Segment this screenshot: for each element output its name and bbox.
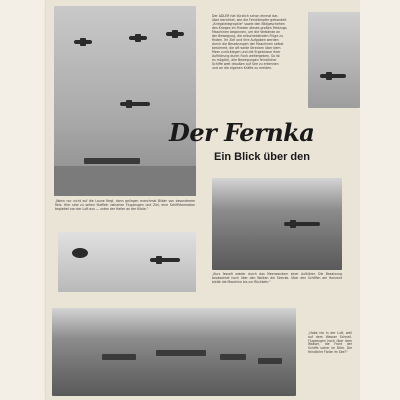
- ship-icon: [156, 350, 206, 356]
- plane-icon: [166, 32, 184, 36]
- photo-fleet: [52, 308, 296, 396]
- headline: Der Fernka: [169, 118, 315, 147]
- article-line: bestimmt, die oft weite Strecken über dem: [212, 46, 281, 50]
- caption-two: „Kurs fesselt wieder durch das Meerwandern einer Aufklärer. Die Besatzung beobachtet hoch über den Wolken die Strecke. Über den Schiffen am Horizont bleibt die Maschine bis zur Rückkehr.“: [212, 272, 342, 284]
- article-line: durch die Besatzungen der Maschinen selbst: [212, 42, 284, 46]
- photo-balloon-and-plane: [58, 232, 196, 292]
- article-line: des Krieges im Frieden dieses großen Feldzugs: [212, 26, 287, 30]
- ship-icon: [258, 358, 282, 364]
- article-line: Aufklärung durch Funk weitergeben. So ist: [212, 54, 280, 58]
- article-line: „Kriegstelegraphie“ sowie den Bildgeschehen: [212, 22, 285, 26]
- photo-plane-upper-right: [308, 12, 360, 108]
- plane-icon: [74, 40, 92, 44]
- caption-three: „Habe nie in der Luft, weil auf dem Wasser Schnell. Flugzeugen hoch über dem Wasser, die Front der Schiffe sicher im Blick. Die feindliche Flotte im See?“: [308, 331, 352, 354]
- article-line: Meer zurücklegen und die Ergebnisse ihrer: [212, 50, 281, 54]
- article-line: Maschinen begannen, um die Verbände an: [212, 30, 281, 34]
- magazine-page: [46, 0, 360, 400]
- balloon-icon: [72, 248, 88, 258]
- photo-plane-over-clouds: [212, 178, 342, 270]
- article-line: der Bewegung, die entscheidenden Flüge zu: [212, 34, 283, 38]
- ship-icon: [102, 354, 136, 360]
- ship-icon: [220, 354, 246, 360]
- ship-icon: [84, 158, 140, 164]
- page-margin: [360, 0, 400, 400]
- article-line: Der ADLER hat kürzlich schon einmal dar-: [212, 14, 279, 18]
- plane-icon: [129, 36, 147, 40]
- plane-icon: [284, 222, 320, 226]
- article-line: über berichtet, wie die Fernkämpfer gehandelt: [212, 18, 287, 22]
- subheadline: Ein Blick über den: [214, 151, 310, 163]
- caption-one: „Wenn nur nicht auf die Laune fiegt, dann gelingen manchmal Bilder von besonderem Reiz. Hier sind zu sehen Staffeln zwischen Flugzeugen und Ziel, eine Schiffsformation begleitet von der Luft aus — unten der Hafen an der Küste.“: [55, 199, 195, 211]
- article-line: und an die eigenen Kräfte zu melden.: [212, 66, 273, 70]
- plane-icon: [120, 102, 150, 106]
- article-line: Schiffe weit draußen auf See zu erkennen: [212, 62, 279, 66]
- photo-planes-over-sea: [54, 6, 196, 196]
- article-text-top: [212, 14, 304, 114]
- article-line: finden. Ihr Ziel und ihre Aufgaben werden: [212, 38, 279, 42]
- plane-icon: [150, 258, 180, 262]
- article-line: es möglich, alle Bewegungen feindlicher: [212, 58, 277, 62]
- plane-icon: [320, 74, 346, 78]
